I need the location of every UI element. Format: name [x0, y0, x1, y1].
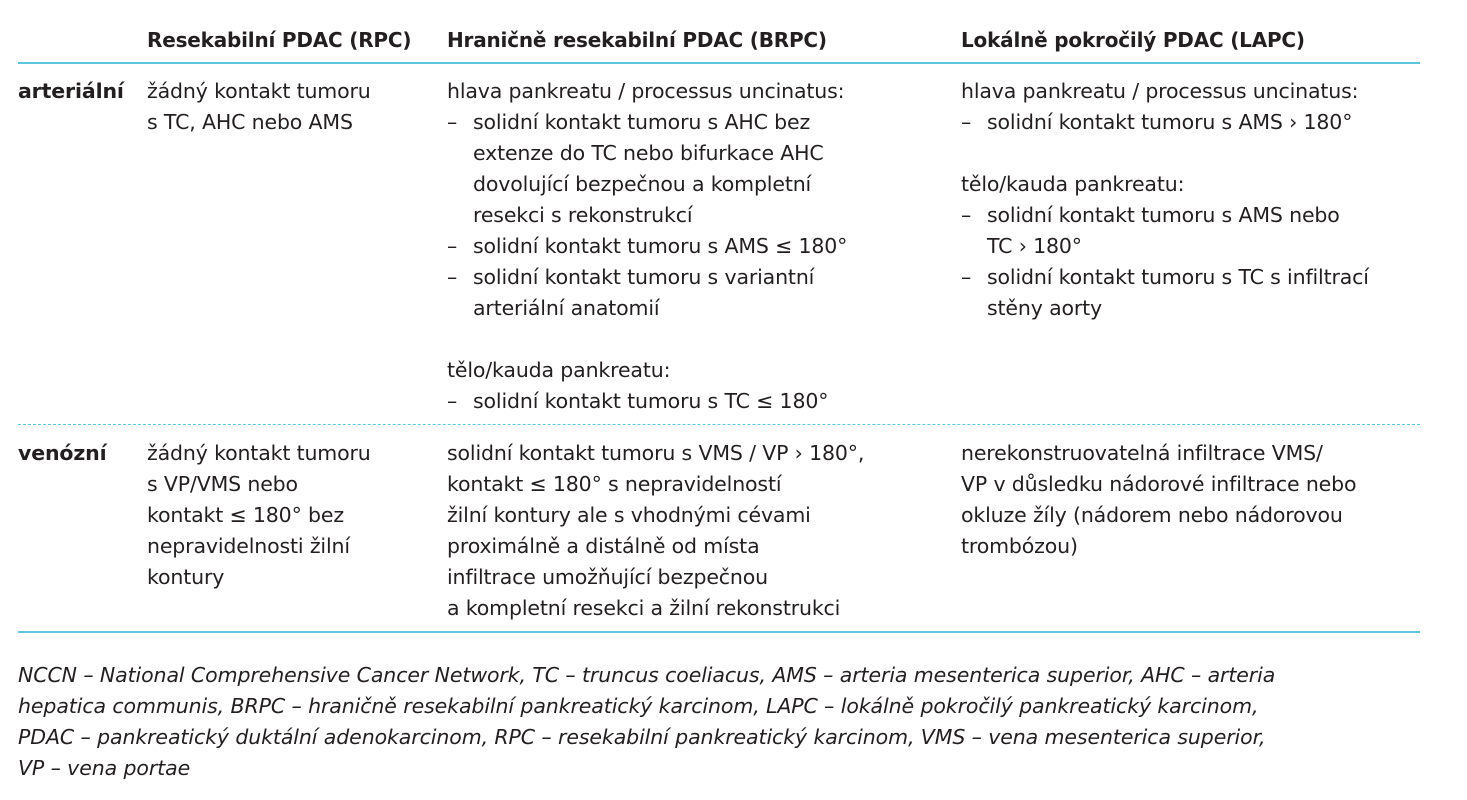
row-label-venous: venózní — [18, 441, 107, 465]
dash-bullet: – — [447, 110, 458, 134]
dash-bullet: – — [447, 389, 458, 413]
arterial-brpc-cell — [447, 76, 961, 424]
venous-rpc-cell — [147, 438, 447, 631]
list-item-text — [987, 107, 1420, 138]
list-item-line: resekci s rekonstrukcí — [473, 203, 693, 227]
footnote-line: VP – vena portae — [18, 756, 191, 780]
header-lapc: Lokálně pokročilý PDAC (LAPC) — [961, 28, 1305, 52]
list-item-line: extenze do TC nebo bifurkace AHC — [473, 141, 824, 165]
header-empty-cell — [18, 14, 147, 28]
table-row-venous — [18, 425, 1420, 633]
venous-rpc-line: kontury — [147, 565, 225, 589]
table-footnote — [18, 660, 1428, 784]
venous-lapc-cell — [961, 438, 1420, 631]
arterial-rpc-cell — [147, 76, 447, 424]
list-item-line: dovolující bezpečnou a kompletní — [473, 172, 812, 196]
venous-brpc-line: žilní kontury ale s vhodnými cévami — [447, 503, 811, 527]
venous-lapc-line: okluze žíly (nádorem nebo nádorovou — [961, 503, 1343, 527]
arterial-lapc-cell — [961, 76, 1420, 424]
footnote-line: NCCN – National Comprehensive Cancer Network, TC – truncus coeliacus, AMS – arteria mesenterica superior, AHC – arteria — [18, 663, 1276, 687]
dash-bullet: – — [961, 265, 972, 289]
venous-brpc-line: a kompletní resekci a žilní rekonstrukci — [447, 596, 841, 620]
list-item-text — [473, 107, 961, 231]
table-row-arterial — [18, 64, 1420, 425]
list-item-line: TC › 180° — [987, 234, 1082, 258]
venous-rpc-line: žádný kontakt tumoru — [147, 441, 371, 465]
list-item — [447, 262, 961, 324]
list-item-line: solidní kontakt tumoru s variantní — [473, 265, 815, 289]
lapc-head-title: hlava pankreatu / processus uncinatus: — [961, 79, 1359, 103]
dash-bullet: – — [447, 234, 458, 258]
list-item-line: solidní kontakt tumoru s AMS nebo — [987, 203, 1340, 227]
list-item-line: solidní kontakt tumoru s AMS › 180° — [987, 110, 1353, 134]
table-header-row — [18, 14, 1420, 64]
venous-rpc-line: kontakt ≤ 180° bez — [147, 503, 344, 527]
header-rpc: Resekabilní PDAC (RPC) — [147, 28, 412, 52]
arterial-rpc-line: s TC, AHC nebo AMS — [147, 110, 353, 134]
brpc-head-title: hlava pankreatu / processus uncinatus: — [447, 79, 845, 103]
list-item-line: solidní kontakt tumoru s AHC bez — [473, 110, 811, 134]
list-item-line: solidní kontakt tumoru s TC s infiltrací — [987, 265, 1369, 289]
list-item-line: stěny aorty — [987, 296, 1103, 320]
header-brpc: Hraničně resekabilní PDAC (BRPC) — [447, 28, 827, 52]
list-item — [961, 262, 1420, 324]
venous-rpc-line: nepravidelnosti žilní — [147, 534, 350, 558]
venous-lapc-line: VP v důsledku nádorové infiltrace nebo — [961, 472, 1357, 496]
dash-bullet: – — [961, 110, 972, 134]
venous-brpc-line: infiltrace umožňující bezpečnou — [447, 565, 769, 589]
venous-brpc-line: solidní kontakt tumoru s VMS / VP › 180°, — [447, 441, 865, 465]
venous-brpc-cell — [447, 438, 961, 631]
dash-bullet: – — [447, 265, 458, 289]
list-item-text — [473, 231, 961, 262]
list-item-text — [987, 200, 1420, 262]
list-item-line: solidní kontakt tumoru s AMS ≤ 180° — [473, 234, 848, 258]
dash-bullet: – — [961, 203, 972, 227]
list-item-line: arteriální anatomií — [473, 296, 660, 320]
row-label-arterial: arteriální — [18, 79, 124, 103]
list-item — [447, 107, 961, 231]
lapc-body-title: tělo/kauda pankreatu: — [961, 172, 1185, 196]
list-item — [961, 107, 1420, 138]
classification-table — [18, 14, 1420, 633]
venous-brpc-line: proximálně a distálně od místa — [447, 534, 760, 558]
list-item-text — [473, 386, 961, 417]
list-item-text — [473, 262, 961, 324]
list-item-text — [987, 262, 1420, 324]
arterial-rpc-line: žádný kontakt tumoru — [147, 79, 371, 103]
list-item — [961, 200, 1420, 262]
venous-lapc-line: trombózou) — [961, 534, 1078, 558]
list-item — [447, 386, 961, 417]
footnote-line: hepatica communis, BRPC – hraničně resekabilní pankreatický karcinom, LAPC – lokálně pokročilý pankreatický karcinom, — [18, 694, 1259, 718]
venous-rpc-line: s VP/VMS nebo — [147, 472, 298, 496]
list-item-line: solidní kontakt tumoru s TC ≤ 180° — [473, 389, 829, 413]
list-item — [447, 231, 961, 262]
venous-brpc-line: kontakt ≤ 180° s nepravidelností — [447, 472, 782, 496]
footnote-line: PDAC – pankreatický duktální adenokarcinom, RPC – resekabilní pankreatický karcinom, VMS – vena mesenterica superior, — [18, 725, 1266, 749]
brpc-body-title: tělo/kauda pankreatu: — [447, 358, 671, 382]
venous-lapc-line: nerekonstruovatelná infiltrace VMS/ — [961, 441, 1323, 465]
